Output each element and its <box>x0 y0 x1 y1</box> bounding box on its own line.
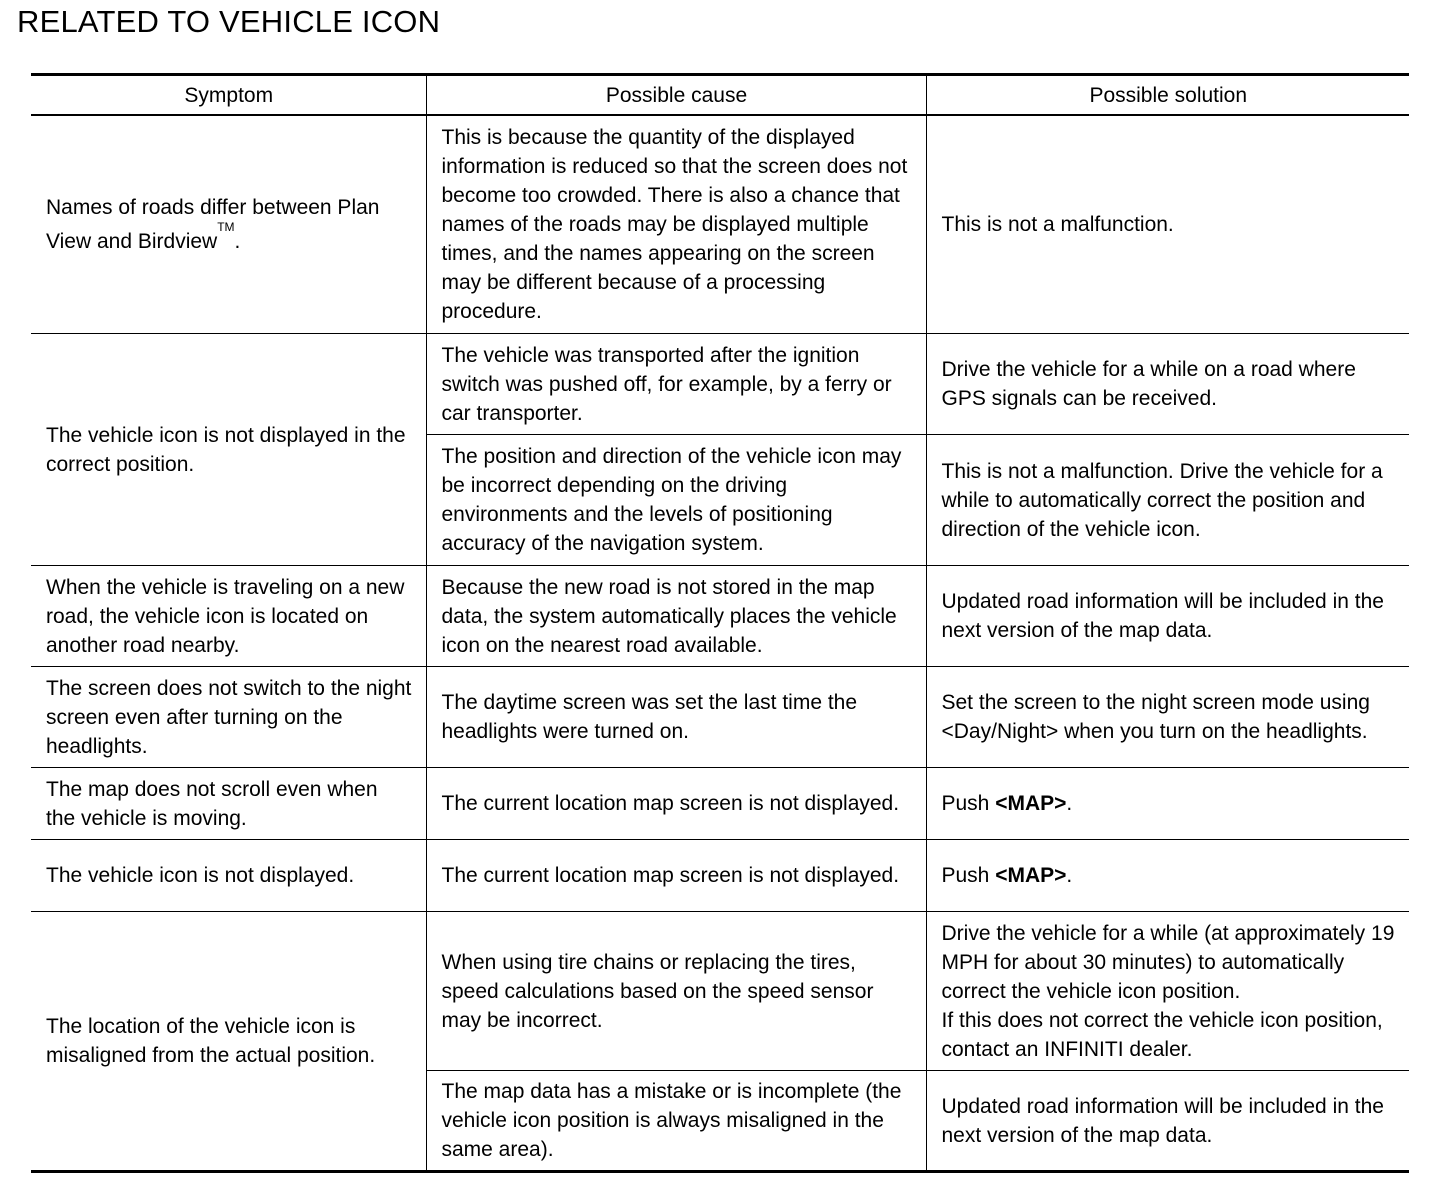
solution-cell: Push <MAP>. <box>926 839 1409 911</box>
solution-cell <box>926 911 1409 1070</box>
solution-cell: Updated road information will be included in the next version of the map data. <box>941 1094 1384 1147</box>
table-row <box>31 666 1409 767</box>
map-key-label: <MAP> <box>995 792 1067 815</box>
symptom-text: Names of roads differ between Plan View and Birdview™. <box>46 196 380 254</box>
table-row <box>31 333 1409 434</box>
cause-cell: This is because the quantity of the displayed information is reduced so that the screen does not become too crowded. There is also a chance that names of the roads may be displayed multiple times, and the names appearing on the screen may be different because of a processing procedure. <box>426 115 926 333</box>
solution-text-2: If this does not correct the vehicle icon position, contact an INFINITI dealer. <box>941 1008 1383 1061</box>
symptom-cell: The map does not scroll even when the vehicle is moving. <box>31 767 426 839</box>
cause-cell: When using tire chains or replacing the tires, speed calculations based on the speed sensor may be incorrect. <box>426 911 926 1070</box>
table-row <box>31 839 1409 911</box>
solution-cell: Set the screen to the night screen mode using <Day/Night> when you turn on the headlights. <box>926 666 1409 767</box>
symptom-cell: The vehicle icon is not displayed. <box>31 839 426 911</box>
solution-cell: This is not a malfunction. <box>926 115 1409 333</box>
cause-cell: Because the new road is not stored in the map data, the system automatically places the vehicle icon on the nearest road available. <box>426 565 926 666</box>
trademark-mark: TM <box>217 220 235 235</box>
troubleshooting-table <box>31 73 1409 1173</box>
cause-cell: The current location map screen is not displayed. <box>426 767 926 839</box>
header-possible-solution: Possible solution <box>926 75 1409 116</box>
cause-cell: The vehicle was transported after the ignition switch was pushed off, for example, by a ferry or car transporter. <box>426 333 926 434</box>
cause-cell: The position and direction of the vehicle icon may be incorrect depending on the driving environments and the levels of positioning accuracy of the navigation system. <box>426 434 926 565</box>
header-possible-cause: Possible cause <box>426 75 926 116</box>
symptom-cell: When the vehicle is traveling on a new road, the vehicle icon is located on another road nearby. <box>31 565 426 666</box>
solution-cell: Updated road information will be included in the next version of the map data. <box>926 565 1409 666</box>
table-header-row <box>31 75 1409 116</box>
cause-cell: The daytime screen was set the last time the headlights were turned on. <box>426 666 926 767</box>
solution-cell: Push <MAP>. <box>926 767 1409 839</box>
solution-cell: Drive the vehicle for a while on a road where GPS signals can be received. <box>926 333 1409 434</box>
cause-cell: The map data has a mistake or is incomplete (the vehicle icon position is always misaligned in the same area). <box>426 1070 926 1171</box>
symptom-cell: The vehicle icon is not displayed in the correct position. <box>31 333 426 565</box>
solution-cell: This is not a malfunction. Drive the vehicle for a while to automatically correct the position and direction of the vehicle icon. <box>926 434 1409 565</box>
table-row <box>31 565 1409 666</box>
symptom-cell: The screen does not switch to the night screen even after turning on the headlights. <box>31 666 426 767</box>
table-row <box>31 767 1409 839</box>
table-row <box>31 911 1409 1070</box>
symptom-cell <box>31 115 426 333</box>
header-symptom: Symptom <box>31 75 426 116</box>
map-key-label: <MAP> <box>995 864 1067 887</box>
page-title: RELATED TO VEHICLE ICON <box>17 4 441 39</box>
solution-text: Drive the vehicle for a while (at approximately 19 MPH for about 30 minutes) to automatically correct the vehicle icon position. <box>941 921 1395 1003</box>
symptom-cell: The location of the vehicle icon is misaligned from the actual position. <box>31 911 426 1171</box>
table-row <box>31 115 1409 333</box>
cause-cell: The current location map screen is not displayed. <box>426 839 926 911</box>
